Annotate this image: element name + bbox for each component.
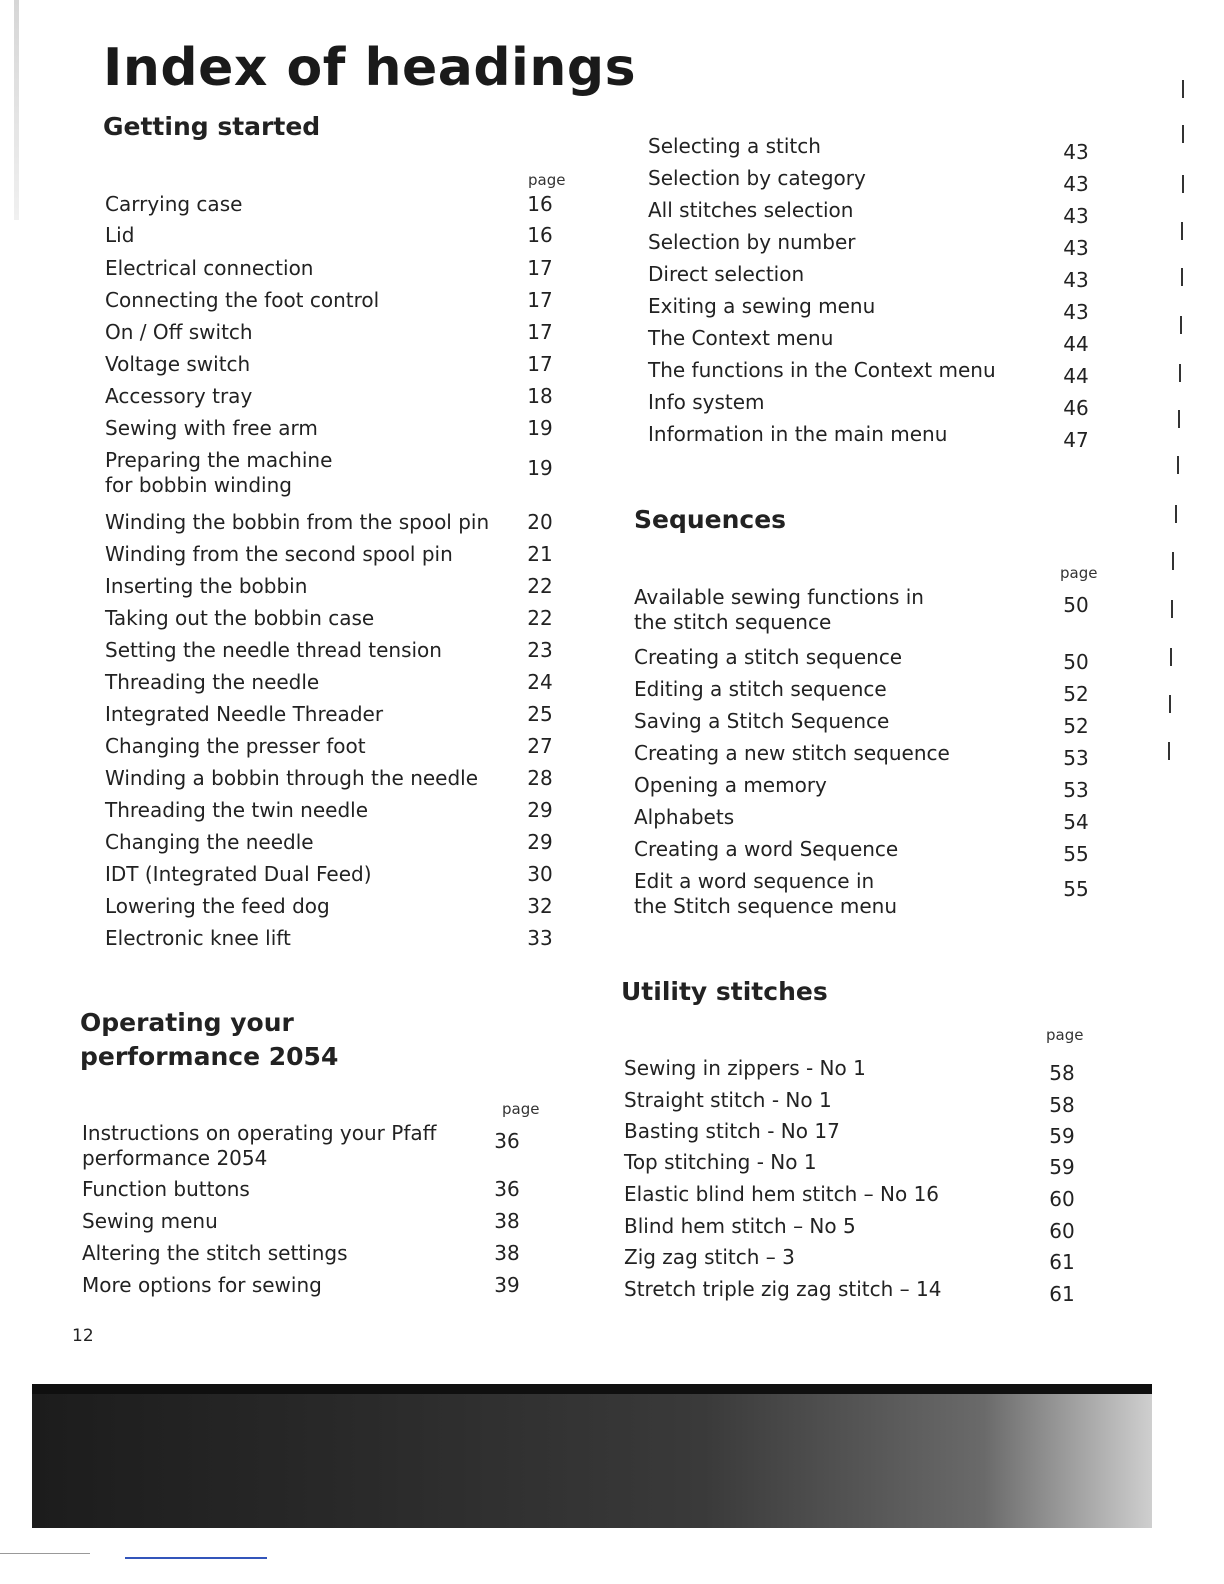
toc-entry[interactable] [634,585,1096,635]
toc-entry[interactable] [105,288,560,313]
toc-entry-label: Saving a Stitch Sequence [634,709,890,733]
toc-entry[interactable] [624,1119,1082,1149]
section-heading-line: performance 2054 [80,1042,339,1071]
page-number: 12 [72,1326,94,1346]
toc-operating [82,1121,527,1311]
toc-entry-page: 59 [1049,1124,1075,1148]
toc-entry-label-line: Preparing the machine [105,448,333,472]
toc-entry[interactable] [634,869,1096,919]
toc-entry[interactable] [634,805,1096,835]
toc-entry-page: 60 [1049,1219,1075,1243]
toc-entry[interactable] [105,798,560,823]
toc-entry-label [105,448,332,498]
toc-entry-label-line: performance 2054 [82,1146,268,1170]
toc-entry[interactable] [634,709,1096,739]
toc-entry-page: 16 [527,223,553,247]
toc-entry-page: 29 [527,830,553,854]
toc-entry[interactable] [82,1177,527,1202]
toc-entry-label: Connecting the foot control [105,288,380,312]
toc-entry[interactable] [105,862,560,887]
toc-entry-label: Electrical connection [105,256,314,280]
edge-mark [1170,648,1172,666]
toc-entry-page: 52 [1063,682,1089,706]
toc-entry[interactable] [648,134,1096,165]
toc-entry[interactable] [648,230,1096,261]
toc-utility [624,1056,1082,1316]
toc-entry-page: 43 [1063,140,1089,164]
edge-mark [1182,80,1184,98]
toc-getting-started [105,192,560,962]
toc-entry[interactable] [648,262,1096,293]
edge-mark [1178,410,1180,428]
toc-entry-label: Editing a stitch sequence [634,677,887,701]
toc-entry[interactable] [105,734,560,759]
toc-entry-label: Accessory tray [105,384,253,408]
toc-entry[interactable] [105,606,560,631]
toc-entry[interactable] [105,192,560,217]
toc-entry-label: Lid [105,223,135,247]
toc-entry[interactable] [105,830,560,855]
toc-entry-label: Stretch triple zig zag stitch – 14 [624,1277,942,1301]
toc-entry[interactable] [624,1150,1082,1180]
toc-entry[interactable] [648,358,1096,389]
toc-entry[interactable] [624,1245,1082,1275]
toc-entry-label: Sewing menu [82,1209,218,1233]
toc-entry-page: 55 [1063,877,1089,901]
toc-entry[interactable] [105,638,560,663]
toc-entry-label: Info system [648,390,765,414]
toc-entry[interactable] [624,1088,1082,1118]
toc-entry-label: Creating a word Sequence [634,837,899,861]
toc-entry-page: 36 [494,1129,520,1153]
toc-entry-page: 44 [1063,364,1089,388]
toc-entry-page: 18 [527,384,553,408]
toc-entry-label: All stitches selection [648,198,854,222]
toc-entry[interactable] [634,837,1096,867]
section-heading-sequences: Sequences [634,505,787,534]
toc-entry-label: Changing the presser foot [105,734,366,758]
toc-entry-page: 25 [527,702,553,726]
toc-entry[interactable] [105,702,560,727]
toc-selecting [648,134,1096,464]
toc-entry-label-line: Edit a word sequence in [634,869,875,893]
toc-entry[interactable] [105,542,560,567]
page-column-label: page [1060,564,1098,582]
toc-entry[interactable] [82,1273,527,1298]
toc-entry-page: 17 [527,320,553,344]
toc-entry-page: 27 [527,734,553,758]
toc-entry-label [82,1121,436,1171]
toc-entry-page: 53 [1063,746,1089,770]
toc-entry-label-line: the Stitch sequence menu [634,894,898,918]
toc-entry-page: 38 [494,1209,520,1233]
toc-entry-label [634,585,924,635]
toc-entry-label: Blind hem stitch – No 5 [624,1214,856,1238]
scan-shadow [14,0,19,220]
section-heading-operating [80,1006,338,1074]
edge-mark [1172,552,1174,570]
toc-entry-page: 58 [1049,1093,1075,1117]
toc-entry-page: 43 [1063,300,1089,324]
toc-entry-page: 22 [527,606,553,630]
scan-dark-band [32,1386,1152,1528]
edge-mark [1175,505,1177,523]
page-title: Index of headings [103,38,637,98]
toc-entry-page: 50 [1063,650,1089,674]
edge-mark [1171,600,1173,618]
edge-mark [1169,695,1171,713]
scan-line [0,1553,90,1554]
edge-mark [1181,268,1183,286]
toc-entry-label: Zig zag stitch – 3 [624,1245,795,1269]
toc-entry[interactable] [634,773,1096,803]
toc-entry-label: Winding from the second spool pin [105,542,453,566]
toc-entry[interactable] [105,448,560,498]
toc-entry-page: 28 [527,766,553,790]
toc-entry[interactable] [624,1214,1082,1244]
toc-entry[interactable] [105,510,560,535]
toc-entry-page: 24 [527,670,553,694]
toc-entry-label: Integrated Needle Threader [105,702,384,726]
toc-entry[interactable] [634,677,1096,707]
toc-entry[interactable] [105,352,560,377]
toc-entry[interactable] [648,326,1096,357]
toc-entry-page: 33 [527,926,553,950]
toc-entry-page: 50 [1063,593,1089,617]
toc-entry-page: 44 [1063,332,1089,356]
toc-entry[interactable] [105,894,560,919]
toc-entry[interactable] [105,574,560,599]
toc-entry-page: 17 [527,288,553,312]
toc-entry-label: Threading the needle [105,670,320,694]
toc-entry-label: Opening a memory [634,773,827,797]
toc-entry-label: Creating a stitch sequence [634,645,903,669]
toc-entry-page: 16 [527,192,553,216]
toc-entry-label: Winding the bobbin from the spool pin [105,510,490,534]
toc-entry[interactable] [648,166,1096,197]
toc-entry[interactable] [105,320,560,345]
toc-entry-label: More options for sewing [82,1273,322,1297]
toc-entry-label: Setting the needle thread tension [105,638,442,662]
edge-mark [1180,316,1182,334]
toc-entry-label: Voltage switch [105,352,251,376]
toc-entry-label: Selection by number [648,230,856,254]
toc-entry-label: Alphabets [634,805,735,829]
scan-line-blue [125,1557,267,1559]
toc-entry-page: 21 [527,542,553,566]
page-column-label: page [1046,1026,1084,1044]
toc-entry-label: Basting stitch - No 17 [624,1119,840,1143]
toc-entry[interactable] [105,926,560,951]
toc-entry-page: 39 [494,1273,520,1297]
toc-entry-page: 32 [527,894,553,918]
toc-entry-page: 61 [1049,1282,1075,1306]
toc-entry-page: 47 [1063,428,1089,452]
toc-entry[interactable] [82,1121,527,1171]
toc-entry[interactable] [648,390,1096,421]
scan-band-edge [32,1384,1152,1394]
toc-entry[interactable] [624,1056,1082,1086]
toc-entry-label: The Context menu [648,326,834,350]
toc-entry-page: 43 [1063,236,1089,260]
toc-entry-page: 20 [527,510,553,534]
edge-mark [1182,125,1184,143]
page-column-label: page [528,171,566,189]
toc-entry[interactable] [105,256,560,281]
toc-entry-page: 59 [1049,1155,1075,1179]
toc-entry-page: 43 [1063,172,1089,196]
edge-mark [1168,742,1170,760]
toc-entry-label: Inserting the bobbin [105,574,308,598]
toc-entry[interactable] [105,766,560,791]
section-heading-utility: Utility stitches [621,977,828,1006]
toc-entry-page: 19 [527,416,553,440]
toc-entry[interactable] [634,741,1096,771]
toc-entry-label: On / Off switch [105,320,253,344]
toc-entry-page: 38 [494,1241,520,1265]
toc-entry-page: 46 [1063,396,1089,420]
edge-mark [1182,175,1184,193]
toc-entry-label: Winding a bobbin through the needle [105,766,479,790]
toc-entry-label: Changing the needle [105,830,314,854]
section-heading-getting-started: Getting started [103,112,321,141]
toc-entry[interactable] [105,223,560,248]
toc-entry-label-line: the stitch sequence [634,610,832,634]
toc-entry[interactable] [648,294,1096,325]
edge-mark [1181,222,1183,240]
toc-entry-label: Electronic knee lift [105,926,291,950]
toc-entry-label: IDT (Integrated Dual Feed) [105,862,372,886]
toc-entry-page: 61 [1049,1250,1075,1274]
toc-entry-page: 54 [1063,810,1089,834]
toc-entry-label: Straight stitch - No 1 [624,1088,832,1112]
toc-entry-label: Lowering the feed dog [105,894,330,918]
toc-entry-page: 29 [527,798,553,822]
toc-entry[interactable] [82,1209,527,1234]
edge-mark [1177,456,1179,474]
toc-entry-label: Information in the main menu [648,422,948,446]
toc-entry-page: 53 [1063,778,1089,802]
toc-entry-label: Sewing with free arm [105,416,318,440]
toc-entry-page: 55 [1063,842,1089,866]
toc-entry-label: Function buttons [82,1177,250,1201]
toc-entry-label-line: Available sewing functions in [634,585,924,609]
toc-entry[interactable] [624,1182,1082,1212]
toc-entry-page: 17 [527,352,553,376]
toc-entry-page: 30 [527,862,553,886]
toc-entry-page: 19 [527,456,553,480]
toc-entry-page: 23 [527,638,553,662]
toc-entry[interactable] [648,422,1096,453]
toc-entry-label: Selection by category [648,166,866,190]
toc-entry[interactable] [82,1241,527,1266]
toc-sequences [634,585,1096,925]
toc-entry-label-line: Instructions on operating your Pfaff [82,1121,437,1145]
toc-entry-page: 60 [1049,1187,1075,1211]
toc-entry[interactable] [105,384,560,409]
toc-entry[interactable] [105,416,560,441]
toc-entry-label: Direct selection [648,262,805,286]
toc-entry-label: Taking out the bobbin case [105,606,375,630]
toc-entry-page: 58 [1049,1061,1075,1085]
toc-entry-label: Altering the stitch settings [82,1241,348,1265]
edge-mark [1179,364,1181,382]
toc-entry-label [634,869,897,919]
toc-entry-page: 17 [527,256,553,280]
toc-entry-label-line: for bobbin winding [105,473,292,497]
toc-entry-label: Creating a new stitch sequence [634,741,950,765]
toc-entry-label: Exiting a sewing menu [648,294,876,318]
toc-entry-page: 43 [1063,268,1089,292]
page-column-label: page [502,1100,540,1118]
toc-entry-page: 22 [527,574,553,598]
section-heading-line: Operating your [80,1008,294,1037]
toc-entry[interactable] [624,1277,1082,1307]
toc-entry[interactable] [648,198,1096,229]
toc-entry-label: Top stitching - No 1 [624,1150,817,1174]
toc-entry[interactable] [105,670,560,695]
toc-entry-label: Sewing in zippers - No 1 [624,1056,866,1080]
toc-entry-label: Elastic blind hem stitch – No 16 [624,1182,940,1206]
toc-entry[interactable] [634,645,1096,675]
toc-entry-label: Threading the twin needle [105,798,369,822]
toc-entry-page: 52 [1063,714,1089,738]
toc-entry-label: Carrying case [105,192,243,216]
toc-entry-page: 36 [494,1177,520,1201]
toc-entry-label: Selecting a stitch [648,134,821,158]
toc-entry-page: 43 [1063,204,1089,228]
toc-entry-label: The functions in the Context menu [648,358,996,382]
